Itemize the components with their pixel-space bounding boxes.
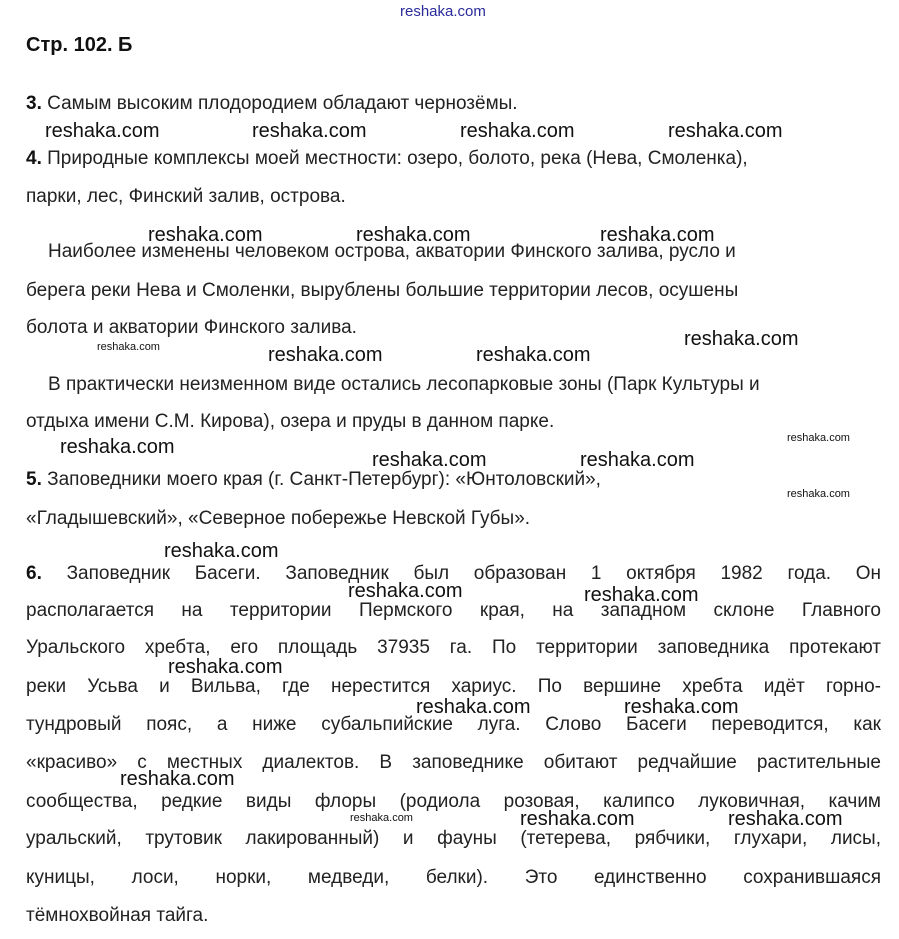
watermark: reshaka.com: [120, 768, 235, 790]
watermark: reshaka.com: [252, 120, 367, 142]
watermark: reshaka.com: [584, 584, 699, 606]
watermark: reshaka.com: [787, 432, 850, 444]
watermark: reshaka.com: [416, 696, 531, 718]
watermark: reshaka.com: [600, 224, 715, 246]
answer-text: Самым высоким плодородием обладают чернозёмы.: [47, 93, 518, 114]
answer-number: 5.: [26, 469, 42, 490]
answer-4-p3-line-2: отдыха имени С.М. Кирова), озера и пруды в данном парке.: [26, 411, 555, 432]
header-watermark: reshaka.com: [400, 3, 486, 20]
watermark: reshaka.com: [356, 224, 471, 246]
answer-6-line-7: сообщества, редкие виды флоры (родиола розовая, калипсо луковичная, качим: [26, 791, 881, 812]
watermark: reshaka.com: [684, 328, 799, 350]
answer-6-line-10: тёмнохвойная тайга.: [26, 905, 209, 926]
answer-6-line-3: Уральского хребта, его площадь 37935 га. По территории заповедника протекают: [26, 637, 881, 658]
answer-5-line-1: [26, 468, 881, 492]
watermark: reshaka.com: [97, 341, 160, 353]
watermark: reshaka.com: [372, 449, 487, 471]
answer-4-p2-line-1: Наиболее изменены человеком острова, акватории Финского залива, русло и: [48, 241, 736, 262]
watermark: reshaka.com: [348, 580, 463, 602]
answer-6-line-4: реки Усьва и Вильва, где нерестится хариус. По вершине хребта идёт горно-: [26, 676, 881, 697]
watermark: reshaka.com: [168, 656, 283, 678]
watermark: reshaka.com: [624, 696, 739, 718]
answer-6-line-8: уральский, трутовик лакированный) и фауны (тетерева, рябчики, глухари, лисы,: [26, 828, 881, 849]
watermark: reshaka.com: [60, 436, 175, 458]
answer-4-line-1: [26, 147, 881, 171]
page-title: Стр. 102. Б: [26, 34, 133, 56]
watermark: reshaka.com: [668, 120, 783, 142]
watermark: reshaka.com: [350, 812, 413, 824]
answer-number: 3.: [26, 93, 42, 114]
answer-6-line-9: куницы, лоси, норки, медведи, белки). Это единственно сохранившаяся: [26, 867, 881, 888]
answer-4-p2-line-3: болота и акватории Финского залива.: [26, 317, 357, 338]
watermark: reshaka.com: [580, 449, 695, 471]
answer-5-line-2: «Гладышевский», «Северное побережье Невской Губы».: [26, 508, 531, 529]
answer-6-line-2: располагается на территории Пермского края, на западном склоне Главного: [26, 600, 881, 621]
answer-text: Природные комплексы моей местности: озеро, болото, река (Нева, Смоленка),: [47, 148, 748, 169]
watermark: reshaka.com: [164, 540, 279, 562]
answer-number: 4.: [26, 148, 42, 169]
watermark: reshaka.com: [520, 808, 635, 830]
answer-3: [26, 92, 881, 116]
watermark: reshaka.com: [787, 488, 850, 500]
answer-4-p3-line-1: В практически неизменном виде остались лесопарковые зоны (Парк Культуры и: [48, 374, 760, 395]
watermark: reshaka.com: [268, 344, 383, 366]
answer-4-line-2: парки, лес, Финский залив, острова.: [26, 186, 346, 207]
watermark: reshaka.com: [728, 808, 843, 830]
answer-6-line-5: тундровый пояс, а ниже субальпийские луга. Слово Басеги переводится, как: [26, 714, 881, 735]
watermark: reshaka.com: [476, 344, 591, 366]
answer-text: Заповедник Басеги. Заповедник был образован 1 октября 1982 года. Он: [66, 563, 882, 584]
answer-4-p2-line-2: берега реки Нева и Смоленки, вырублены большие территории лесов, осушены: [26, 280, 739, 301]
watermark: reshaka.com: [148, 224, 263, 246]
answer-6-line-6: «красиво» с местных диалектов. В заповеднике обитают редчайшие растительные: [26, 752, 881, 773]
answer-number: 6.: [26, 563, 42, 584]
watermark: reshaka.com: [45, 120, 160, 142]
watermark: reshaka.com: [460, 120, 575, 142]
answer-text: Заповедники моего края (г. Санкт-Петербург): «Юнтоловский»,: [47, 469, 601, 490]
